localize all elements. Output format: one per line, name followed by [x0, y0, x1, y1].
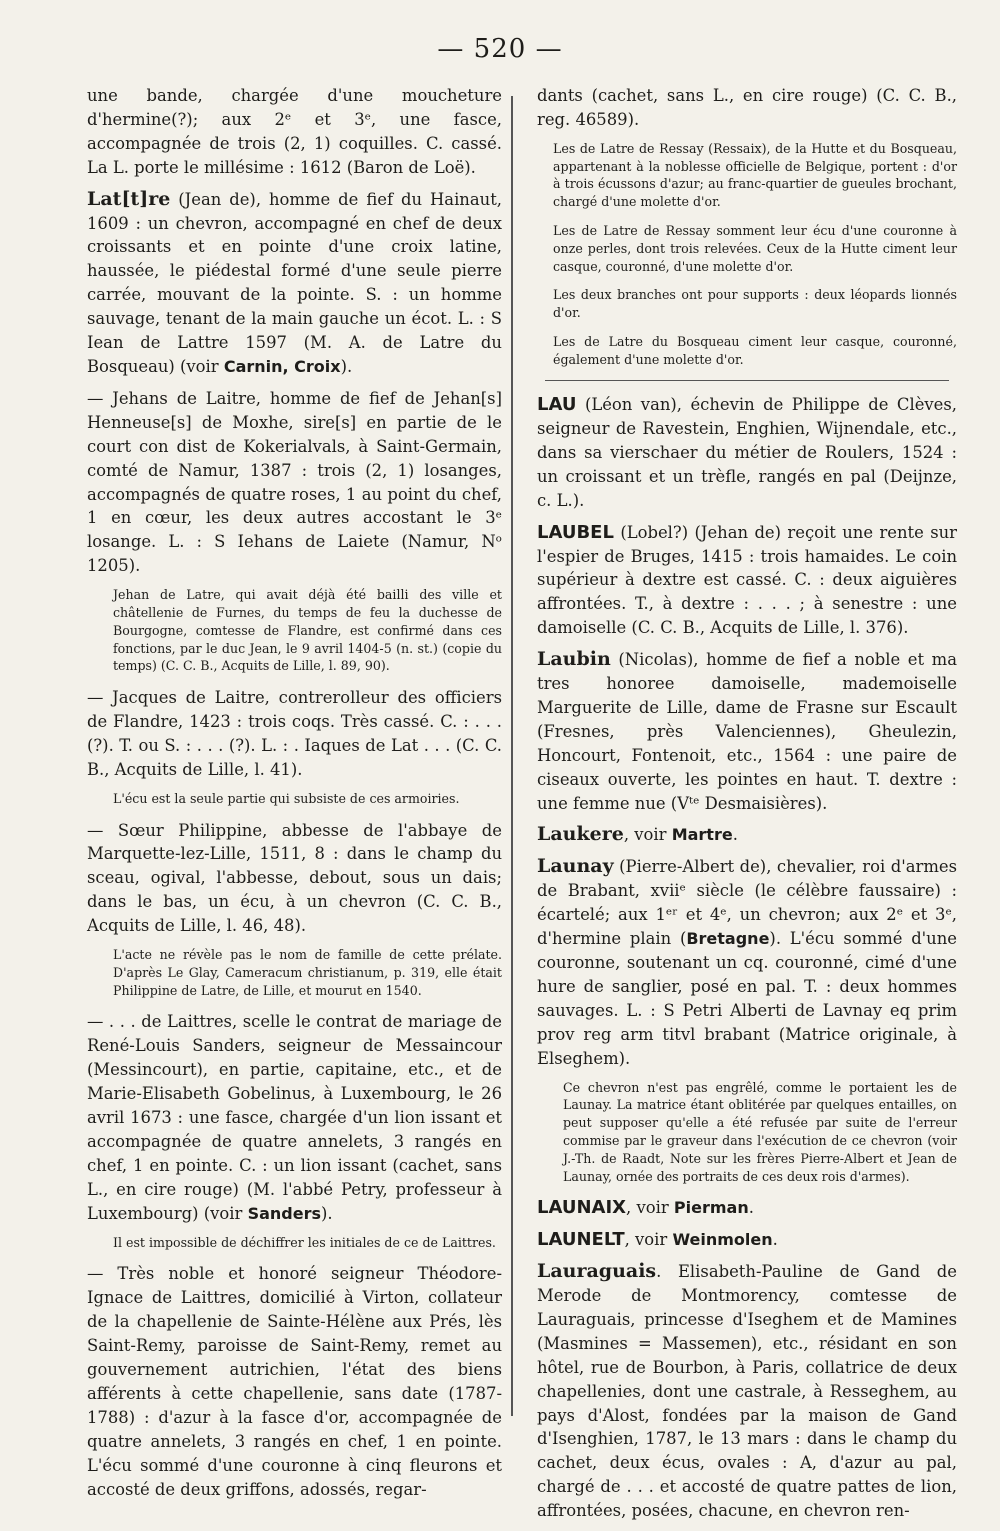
entry-body: (Lobel?) (Jehan de) reçoit une rente sur l'espier de Bruges, 1415 : trois hamaides. Le coin supérieur à dextre est cassé. C. : deux aiguières affrontées. T., à dextre : . . . ; à senestre : une damoiselle (C. C. B., Acquits de Lille, l. 376).: [537, 522, 957, 638]
entry-launaix: [537, 1196, 957, 1220]
entry-mid: , voir: [626, 1198, 674, 1218]
entry-body: — . . . de Laittres, scelle le contrat de mariage de René-Louis Sanders, seigneur de Messaincour (Messincourt), en partie, capitaine, etc., et de Marie-Elisabeth Gobelinus, à Luxembourg, le 26 avril 1673 : une fasce, chargée d'un lion issant et accompagnée de quatre annelets, 3 rangés en chef, 1 en pointe. C. : un lion issant (cachet, sans L., en cire rouge) (M. l'abbé Petry, professeur à Luxembourg) (voir: [87, 1012, 502, 1223]
cross-reference: Carnin, Croix: [223, 356, 341, 376]
note: Il est impossible de déchiffrer les initiales de ce de Laittres.: [113, 1234, 496, 1250]
entry-laukere: [537, 823, 957, 847]
headword: LAU: [537, 394, 577, 416]
note: Les de Latre du Bosqueau ciment leur casque, couronné, également d'une molette d'or.: [553, 333, 957, 367]
note: Jehan de Latre, qui avait déjà été bailli des ville et châtellenie de Furnes, du temps de feu la duchesse de Bourgogne, comtesse de Flandre, est confirmé dans ces fonctions, par le duc Jean, le 9 avril 1404-5 (n. st.) (copie du temps) (C. C. B., Acquits de Lille, l. 89, 90).: [113, 587, 502, 674]
entry-mid: , voir: [624, 1230, 673, 1250]
note: Ce chevron n'est pas engrêlé, comme le portaient les de Launay. La matrice étant oblitérée par quelques entailles, on peut supposer qu'elle a été refusée par suite de l'erreur commise par le graveur dans l'exécution de ce chevron (voir J.-Th. de Raadt, Note sur les frères Pierre-Albert et Jean de Launay, ornée des portraits de ces deux rois d'armes).: [563, 1079, 957, 1184]
paragraph: — Jacques de Laitre, contrerolleur des officiers de Flandre, 1423 : trois coqs. Très cassé. C. : . . . (?). T. ou S. : . . . (?). L. : . Iaques de Lat . . . (C. C. B., Acquits de Lille, l. 41).: [87, 688, 502, 779]
entry-end: ).: [340, 356, 353, 376]
section-rule: [545, 380, 949, 382]
entry-lau: [537, 393, 957, 513]
entry-lattre: [87, 188, 502, 379]
paragraph: — Très noble et honoré seigneur Théodore-Ignace de Laittres, domicilié à Virton, collateur de la chapellenie de Sainte-Hélène aux Prés, lès Saint-Remy, paroisse de Saint-Remy, remet au gouvernement autrichien, l'état des biens afférents à cette chapellenie, sans date (1787-1788) : d'azur à la fasce d'or, accompagnée de quatre annelets, 3 rangés en chef, 1 en pointe. L'écu sommé d'une couronne à cinq fleurons et accosté de deux griffons, adossés, regar-: [87, 1264, 502, 1499]
paragraph: [87, 1010, 502, 1225]
paragraph: — Jehans de Laitre, homme de fief de Jehan[s] Henneuse[s] de Moxhe, sire[s] en partie de le court con dist de Kokerialvals, à Saint-Germain, comté de Namur, 1387 : trois (2, 1) losanges, accompagnés de quatre roses, 1 au point du chef, 1 en cœur, les deux autres accostant le 3ᵉ losange. L. : S Iehans de Laiete (Namur, Nᵒ 1205).: [87, 388, 502, 576]
headword: Lauraguais: [537, 1260, 657, 1283]
headword: Launay: [537, 855, 614, 878]
entry-end: .: [732, 825, 738, 845]
headword: Laukere: [537, 823, 624, 846]
paragraph: une bande, chargée d'une moucheture d'hermine(?); aux 2ᵉ et 3ᵉ, une fasce, accompagnée de trois (2, 1) coquilles. C. cassé. La L. porte le millésime : 1612 (Baron de Loë).: [87, 86, 502, 177]
entry-laubin: [537, 648, 957, 815]
left-column: [87, 84, 502, 1509]
note: L'écu est la seule partie qui subsiste de ces armoiries.: [113, 790, 460, 806]
entry-body: (Nicolas), homme de fief a noble et ma tres honoree damoiselle, mademoiselle Marguerite de Lille, dame de Frasne sur Escault (Fresnes, près Valenciennes), Gheulezin, Honcourt, Fontenoit, etc., 1564 : une paire de ciseaux ouverte, les pointes en haut. T. dextre : une femme nue (Vᵗᵉ Desmaisières).: [537, 650, 957, 813]
cross-reference: Pierman: [673, 1198, 749, 1218]
headword: Lat[t]re: [87, 187, 171, 210]
entry-body: (Léon van), échevin de Philippe de Clèves, seigneur de Ravestein, Enghien, Wijnendale, etc., dans sa vierschaer du métier de Roulers, 1524 : un croissant et un trèfle, rangés en pal (Deijnze, c. L.).: [537, 395, 957, 510]
entry-mid: , voir: [623, 825, 672, 845]
note: Les de Latre de Ressay somment leur écu d'une couronne à onze perles, dont trois relevées. Ceux de la Hutte ciment leur casque, couronné, d'une molette d'or.: [553, 223, 957, 274]
entry-body: (Pierre-Albert de), chevalier, roi d'armes de Brabant, xviiᵉ siècle (le célèbre faussaire) : écartelé; aux 1ᵉʳ et 4ᵉ, un chevron; aux 2ᵉ et 3ᵉ, d'hermine plain (: [537, 857, 957, 949]
cross-reference: Sanders: [247, 1203, 322, 1223]
entry-end: ). L'écu sommé d'une couronne, soutenant un cq. couronné, cimé d'une hure de sanglier, posé en pal. T. : deux hommes sauvages. L. : S Petri Alberti de Lavnay eq prim prov reg arm titvl brabant (Matrice originale, à Elseghem).: [537, 929, 957, 1068]
headword: LAUBEL: [537, 521, 614, 543]
paragraph: — Sœur Philippine, abbesse de l'abbaye de Marquette-lez-Lille, 1511, 8 : dans le champ du sceau, ogival, l'abbesse, debout, sous un dais; dans le bas, un écu, à un chevron (C. C. B., Acquits de Lille, l. 46, 48).: [87, 820, 502, 936]
entry-end: .: [748, 1198, 754, 1218]
column-divider: [511, 96, 513, 1416]
note: Les de Latre de Ressay (Ressaix), de la Hutte et du Bosqueau, appartenant à la noblesse officielle de Belgique, portent : d'or à trois écussons d'azur; au franc-quartier de gueules brochant, chargé d'une molette d'or.: [553, 140, 957, 210]
note: L'acte ne révèle pas le nom de famille de cette prélate. D'après Le Glay, Cameracum christianum, p. 319, elle était Philippine de Latre, de Lille, et mourut en 1540.: [113, 947, 502, 998]
note: Les deux branches ont pour supports : deux léopards lionnés d'or.: [553, 287, 957, 321]
paragraph: dants (cachet, sans L., en cire rouge) (C. C. B., reg. 46589).: [537, 86, 957, 129]
headword: Laubin: [537, 648, 611, 671]
cross-reference: Martre: [671, 825, 733, 845]
entry-launelt: [537, 1228, 957, 1252]
cross-reference: Weinmolen: [672, 1230, 773, 1250]
entry-laubel: [537, 521, 957, 641]
headword: LAUNELT: [537, 1229, 625, 1251]
headword: LAUNAIX: [537, 1197, 627, 1219]
entry-lauraguais: [537, 1260, 957, 1523]
entry-end: .: [772, 1230, 778, 1250]
entry-end: ).: [321, 1203, 333, 1223]
page-number: — 520 —: [437, 34, 563, 64]
entry-body: (Jean de), homme de fief du Hainaut, 1609 : un chevron, accompagné en chef de deux croissants et en pointe d'une croix latine, haussée, le piédestal formé d'une seule pierre carrée, mouvant de la pointe. S. : un homme sauvage, tenant de la main gauche un écot. L. : S Iean de Lattre 1597 (M. A. de Latre du Bosqueau) (voir: [87, 189, 502, 376]
right-column: [537, 84, 957, 1531]
cross-reference: Bretagne: [686, 929, 770, 949]
entry-launay: [537, 855, 957, 1070]
entry-body: . Elisabeth-Pauline de Gand de Merode de Montmorency, comtesse de Lauraguais, princesse d'Iseghem et de Mamines (Masmines = Massemen), etc., résidant en son hôtel, rue de Bourbon, à Paris, collatrice de deux chapellenies, dont une castrale, à Resseghem, au pays d'Alost, fondées par la maison de Gand d'Isenghien, 1787, le 13 mars : dans le champ du cachet, deux écus, ovales : A, d'azur au pal, chargé de . . . et accosté de quatre pattes de lion, affrontées, posées, chacune, en chevron ren-: [537, 1262, 957, 1521]
